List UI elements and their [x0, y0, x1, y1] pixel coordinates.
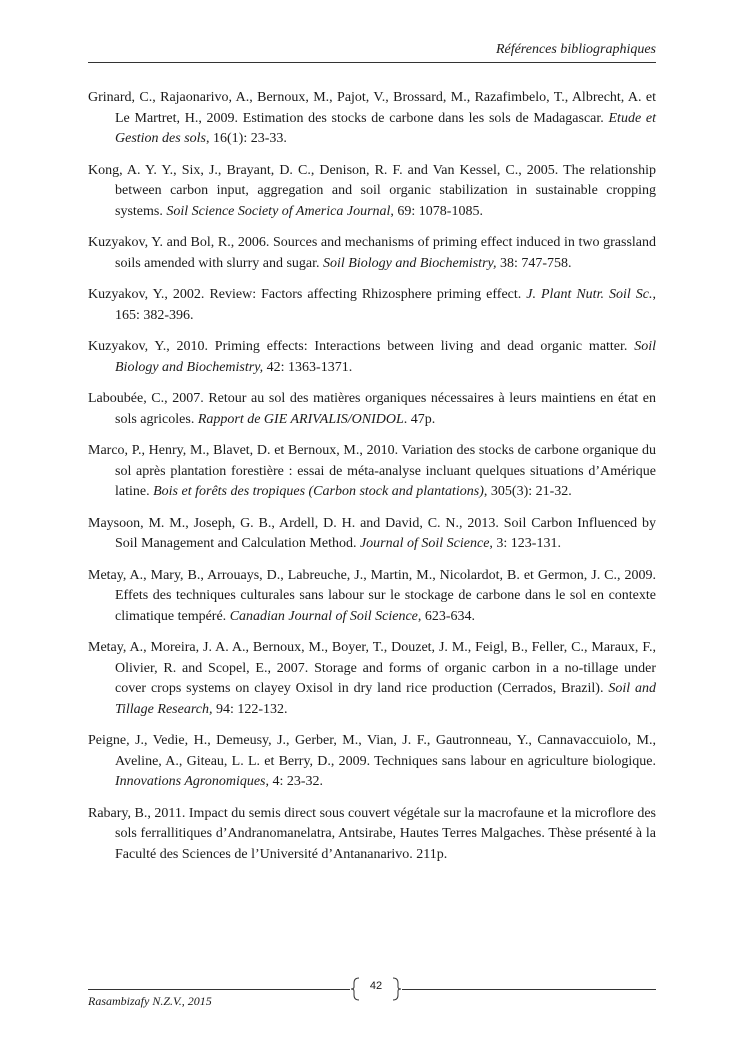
reference-entry — [88, 804, 656, 866]
reference-text: Maysoon, M. M., Joseph, G. B., Ardell, D. H. and David, C. N., 2013. Soil Carbon Influenced by Soil Management and Calculation Method. — [88, 515, 656, 551]
reference-entry — [88, 514, 656, 555]
reference-text: Marco, P., Henry, M., Blavet, D. et Bernoux, M., 2010. Variation des stocks de carbone organique du sol après plantation forestière : essai de méta-analyse incluant quelques situations d’Amérique latine. — [88, 443, 656, 499]
reference-entry — [88, 88, 656, 150]
reference-entry — [88, 638, 656, 720]
page-number-box — [350, 977, 402, 1001]
reference-source: Soil Science Society of America Journal — [166, 203, 391, 219]
reference-text: Kuzyakov, Y., 2002. Review: Factors affecting Rhizosphere priming effect. — [88, 287, 527, 302]
reference-tail: . 47p. — [403, 411, 436, 427]
reference-tail: 94: 122-132. — [212, 701, 288, 717]
reference-text: Peigne, J., Vedie, H., Demeusy, J., Gerber, M., Vian, J. F., Gautronneau, Y., Cannavaccuiolo, M., Aveline, A., Giteau, L. L. et Berry, D., 2009. Techniques sans labour en agriculture biologique. — [88, 733, 656, 769]
reference-source: Soil Biology and Biochemistry, — [115, 339, 656, 375]
reference-source: Bois et forêts des tropiques (Carbon stock and plantations) — [153, 484, 484, 499]
footer-divider-right — [402, 989, 656, 990]
reference-source: Innovations Agronomiques — [115, 774, 266, 789]
reference-source: Canadian Journal of Soil Science — [229, 608, 418, 624]
page-number: 42 — [369, 980, 383, 992]
reference-text: Kuzyakov, Y. and Bol, R., 2006. Sources and mechanisms of priming effect induced in two grassland soils amended with slurry and sugar. — [88, 235, 656, 271]
reference-tail: , 4: 23-32. — [265, 774, 324, 789]
reference-source: Etude et Gestion des sols — [115, 110, 656, 146]
page-header — [88, 40, 656, 63]
reference-text: Metay, A., Moreira, J. A. A., Bernoux, M., Boyer, T., Douzet, J. M., Feigl, B., Feller, C., Maraux, F., Olivier, R. and Scopel, E., 2007. Storage and forms of organic carbon in a no-tillage under cover crops systems on clayey Oxisol in dry land rice production (Cerrados, Brazil). — [88, 640, 656, 696]
reference-tail: , 3: 123-131. — [489, 536, 561, 551]
reference-source: Soil Biology and Biochemistry, — [323, 255, 497, 271]
reference-entry — [88, 233, 656, 274]
reference-entry — [88, 441, 656, 503]
reference-list — [88, 88, 656, 876]
reference-entry — [88, 389, 656, 430]
reference-source: J. Plant Nutr. Soil Sc. — [526, 287, 653, 302]
footer-divider-left — [88, 989, 350, 990]
reference-tail: , 69: 1078-1085. — [390, 203, 483, 219]
reference-source: Soil and Tillage Research, — [115, 681, 656, 717]
reference-tail: , 305(3): 21-32. — [483, 484, 572, 499]
reference-tail: , 623-634. — [417, 608, 476, 624]
reference-tail: , 16(1): 23-33. — [206, 131, 287, 146]
reference-text: Grinard, C., Rajaonarivo, A., Bernoux, M., Pajot, V., Brossard, M., Razafimbelo, T., Albrecht, A. et Le Martret, H., 2009. Estimation des stocks de carbone dans les sols de Madagascar. — [88, 90, 656, 126]
reference-entry — [88, 566, 656, 628]
footer-author: Rasambizafy N.Z.V., 2015 — [88, 994, 212, 1008]
right-brace-icon — [392, 977, 402, 1001]
reference-entry — [88, 337, 656, 378]
reference-text: Kong, A. Y. Y., Six, J., Brayant, D. C., Denison, R. F. and Van Kessel, C., 2005. The relationship between carbon input, aggregation and soil organic stabilization in sustainable cropping systems. — [88, 162, 656, 219]
reference-text: Laboubée, C., 2007. Retour au sol des matières organiques nécessaires à leurs maintiens en état en sols agricoles. — [88, 391, 656, 427]
reference-text: Metay, A., Mary, B., Arrouays, D., Labreuche, J., Martin, M., Nicolardot, B. et Germon, J. C., 2009. Effets des techniques culturales sans labour sur le stockage de carbone dans le sol en contexte climatique tempéré. — [88, 567, 656, 624]
reference-text: Kuzyakov, Y., 2010. Priming effects: Interactions between living and dead organic matter. — [88, 339, 635, 354]
reference-text: Rabary, B., 2011. Impact du semis direct sous couvert végétale sur la macrofaune et la microflore des sols ferrallitiques d’Andranomanelatra, Antsirabe, Hautes Terres Malgaches. Thèse présenté à la Faculté des Sciences de l’Université d’Antananarivo. 211p. — [88, 805, 656, 862]
reference-source: Journal of Soil Science — [359, 536, 490, 551]
header-title: Références bibliographiques — [495, 42, 656, 57]
reference-tail: 38: 747-758. — [496, 255, 572, 271]
reference-tail: , 165: 382-396. — [115, 287, 656, 323]
reference-entry — [88, 161, 656, 223]
reference-tail: 42: 1363-1371. — [263, 359, 353, 375]
reference-source: Rapport de GIE ARIVALIS/ONIDOL — [197, 411, 404, 427]
reference-entry — [88, 285, 656, 326]
reference-entry — [88, 731, 656, 793]
